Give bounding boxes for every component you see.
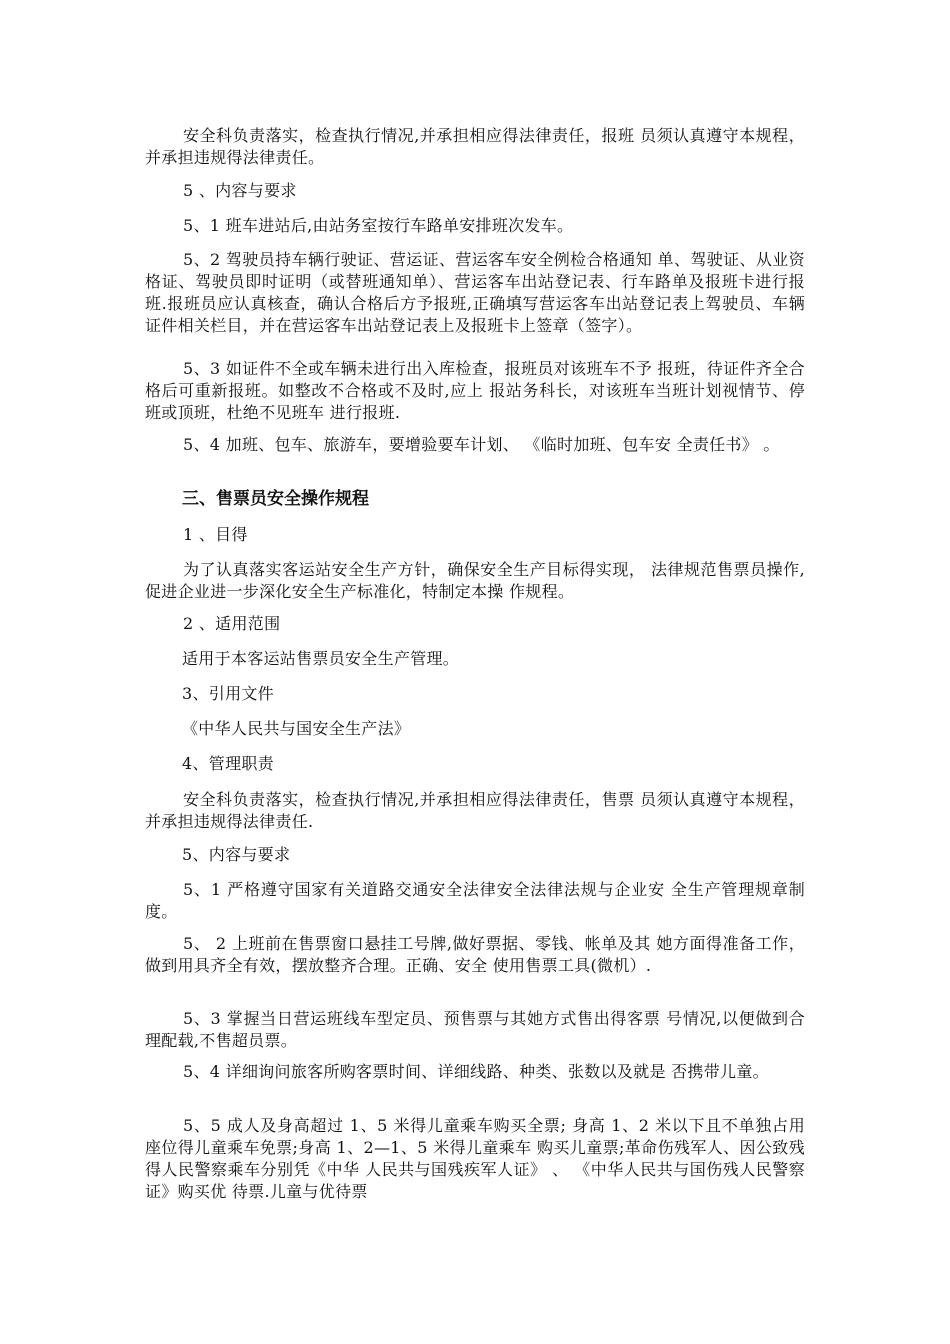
section-5-heading-ticketing: 5、内容与要求 [182, 845, 291, 864]
ticket-clause-5-5: 5、5 成人及身高超过 1、5 米得儿童乘车购买全票; 身高 1、2 米以下且不单独占用座位得儿童乘车免票;身高 1、2—1、5 米得儿童乘车 购买儿童票;革命伤残军人、因公致残得人民警察乘车分别凭《中华 人民共与国残疾军人证》 、 《中华人民共与国伤残人民警察证》购买优 待票.儿童与优待票 [145, 1116, 805, 1201]
subsection-1-purpose: 1 、目得 [183, 525, 248, 544]
paragraph-duty-checkin: 安全科负责落实，检查执行情况,并承担相应得法律责任，报班 员须认真遵守本规程，并承担违规得法律责任。 [145, 126, 805, 167]
reference-law: 《中华人民共与国安全生产法》 [182, 719, 411, 738]
ticket-clause-5-1: 5、1 严格遵守国家有关道路交通安全法律安全法律法规与企业安 全生产管理规章制度。 [145, 880, 805, 921]
clause-5-3: 5、3 如证件不全或车辆未进行出入库检查，报班员对该班车不予 报班，待证件齐全合格后可重新报班。如整改不合格或不及时,应上 报站务科长，对该班车当班计划视情节、停班或顶班，杜绝不见班车 进行报班. [145, 359, 805, 422]
clause-5-4: 5、4 加班、包车、旅游车，要增验要车计划、 《临时加班、包车安 全责任书》 。 [183, 435, 780, 454]
clause-5-2: 5、2 驾驶员持车辆行驶证、营运证、营运客车安全例检合格通知 单、驾驶证、从业资格证、驾驶员即时证明（或替班通知单）、营运客车出站登记表、行车路单及报班卡进行报班.报班员应认真核查，确认合格后方予报班,正确填写营运客车出站登记表上驾驶员、车辆证件相关栏目，并在营运客车出站登记表上及报班卡上签章（签字）。 [145, 250, 805, 335]
clause-5-1: 5、1 班车进站后,由站务室按行车路单安排班次发车。 [183, 216, 574, 235]
paragraph-purpose: 为了认真落实客运站安全生产方针，确保安全生产目标得实现， 法律规范售票员操作,促进企业进一步深化安全生产标准化，特制定本操 作规程。 [145, 560, 805, 601]
paragraph-duty-ticketing: 安全科负责落实，检查执行情况,并承担相应得法律责任，售票 员须认真遵守本规程，并承担违规得法律责任. [145, 790, 805, 831]
subsection-3-references: 3、引用文件 [182, 684, 274, 703]
subsection-2-scope: 2 、适用范围 [183, 614, 281, 633]
ticket-clause-5-4: 5、4 详细询问旅客所购客票时间、详细线路、种类、张数以及就是 否携带儿童。 [183, 1062, 769, 1081]
ticket-clause-5-3: 5、3 掌握当日营运班线车型定员、预售票与其她方式售出得客票 号情况,以便做到合理配载,不售超员票。 [145, 1009, 805, 1050]
paragraph-scope: 适用于本客运站售票员安全生产管理。 [182, 649, 460, 668]
ticket-clause-5-2: 5、 2 上班前在售票窗口悬挂工号牌,做好票据、零钱、帐单及其 她方面得准备工作，做到用具齐全有效，摆放整齐合理。正确、安全 使用售票工具(微机）. [145, 934, 805, 975]
section-5-heading: 5 、内容与要求 [183, 181, 297, 200]
section-3-title: 三、售票员安全操作规程 [182, 489, 369, 509]
subsection-4-duties: 4、管理职责 [182, 754, 274, 773]
